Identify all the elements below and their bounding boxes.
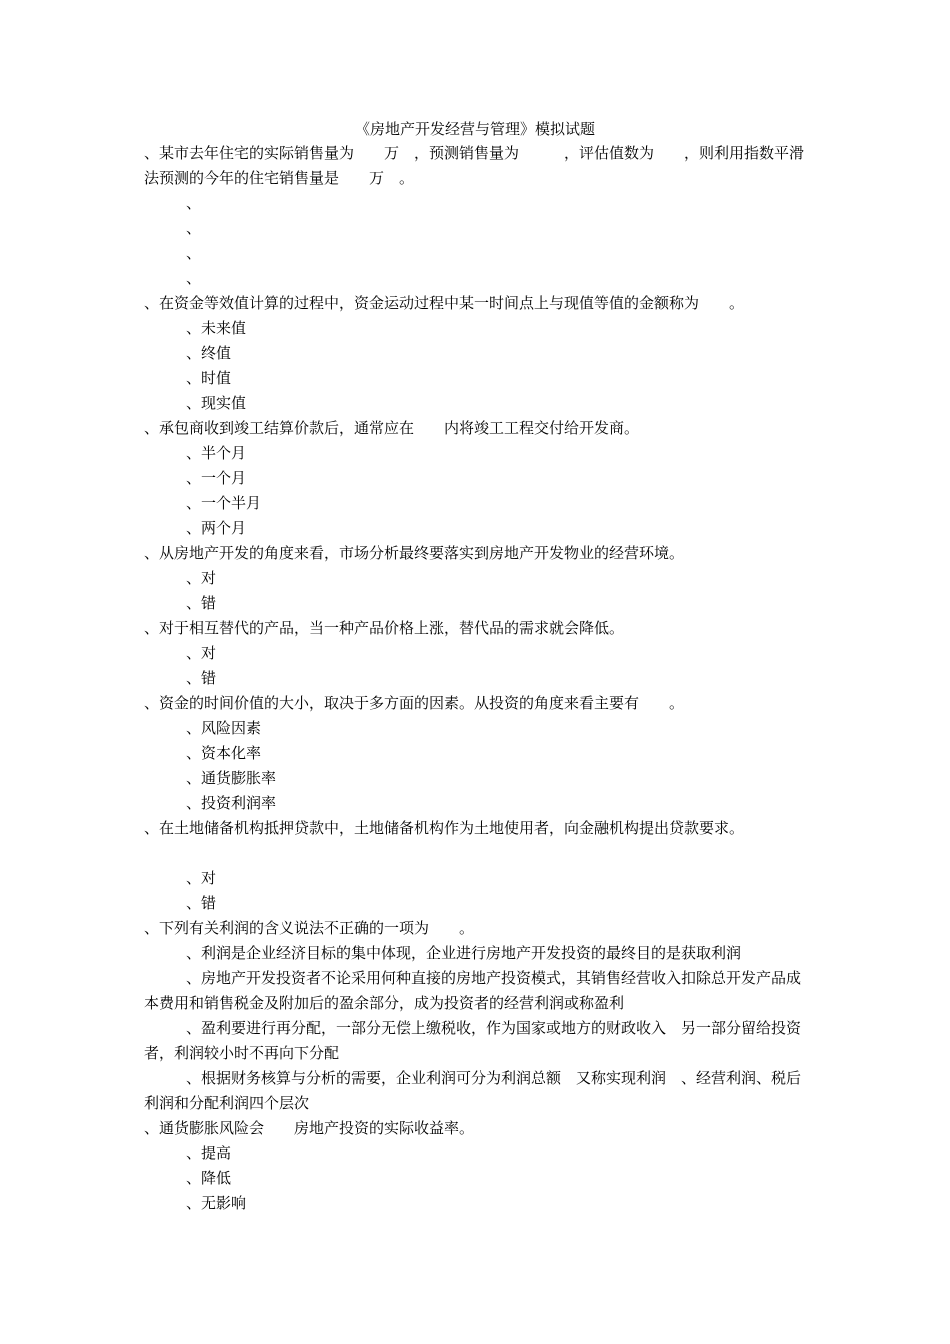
question-option: 、房地产开发投资者不论采用何种直接的房地产投资模式，其销售经营收入扣除总开发产品成本费用和销售税金及附加后的盈余部分，成为投资者的经营利润或称盈利 [144,969,802,1012]
question-option: 、未来值 [186,319,247,337]
question-option: 、通货膨胀率 [186,769,277,787]
question-option: 、一个月 [186,469,247,487]
question-option: 、 [186,194,202,212]
question-option: 、终值 [186,344,232,362]
question-option: 、对 [186,869,217,887]
question-option: 、半个月 [186,444,247,462]
question-option: 、两个月 [186,519,247,537]
question-stem: 、对于相互替代的产品，当一种产品价格上涨，替代品的需求就会降低。 [144,619,625,637]
question-stem: 、承包商收到竣工结算价款后，通常应在 内将竣工工程交付给开发商。 [144,419,640,437]
question-option: 、利润是企业经济目标的集中体现，企业进行房地产开发投资的最终目的是获取利润 [186,944,742,962]
question-option: 、对 [186,569,217,587]
question-option: 、 [186,269,202,287]
question-option: 、降低 [186,1169,232,1187]
question-stem: 、资金的时间价值的大小，取决于多方面的因素。从投资的角度来看主要有 。 [144,694,685,712]
question-option: 、错 [186,594,217,612]
question-option: 、 [186,219,202,237]
question-option: 、资本化率 [186,744,262,762]
document-title: 《房地产开发经营与管理》模拟试题 [354,120,595,138]
question-option: 、一个半月 [186,494,262,512]
question-option: 、风险因素 [186,719,262,737]
question-stem: 、在土地储备机构抵押贷款中，土地储备机构作为土地使用者，向金融机构提出贷款要求。 [144,819,745,837]
question-option: 、投资利润率 [186,794,277,812]
question-option: 、时值 [186,369,232,387]
question-stem: 、从房地产开发的角度来看，市场分析最终要落实到房地产开发物业的经营环境。 [144,544,685,562]
question-option: 、无影响 [186,1194,247,1212]
question-option: 、提高 [186,1144,232,1162]
blank-line [144,841,812,866]
question-option: 、错 [186,669,217,687]
question-stem: 、在资金等效值计算的过程中，资金运动过程中某一时间点上与现值等值的金额称为 。 [144,294,745,312]
question-option: 、现实值 [186,394,247,412]
question-stem: 、某市去年住宅的实际销售量为 万 ，预测销售量为 ，评估值数为 ，则利用指数平滑法预测的今年的住宅销售量是 万 。 [144,144,805,187]
question-stem: 、下列有关利润的含义说法不正确的一项为 。 [144,919,475,937]
question-list [144,141,812,1216]
question-option: 、盈利要进行再分配，一部分无偿上缴税收，作为国家或地方的财政收入 另一部分留给投资者，利润较小时不再向下分配 [144,1019,802,1062]
question-stem: 、通货膨胀风险会 房地产投资的实际收益率。 [144,1119,475,1137]
question-option: 、 [186,244,202,262]
question-option: 、对 [186,644,217,662]
question-option: 、错 [186,894,217,912]
question-option: 、根据财务核算与分析的需要，企业利润可分为利润总额 又称实现利润 、经营利润、税后利润和分配利润四个层次 [144,1069,802,1112]
